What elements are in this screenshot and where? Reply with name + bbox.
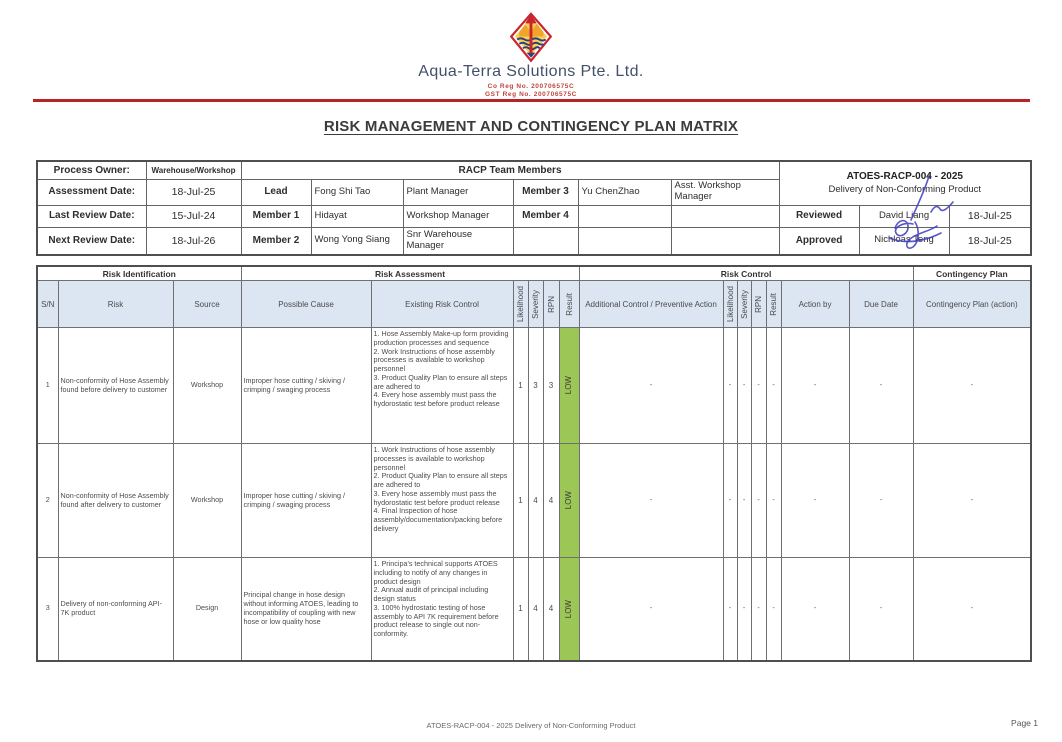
company-logo-icon bbox=[509, 12, 553, 64]
col-header-result bbox=[766, 281, 781, 328]
cell-result bbox=[559, 444, 579, 558]
racp-team-members-header: RACP Team Members bbox=[241, 161, 779, 179]
cell-action-by: - bbox=[781, 558, 849, 661]
doc-reference-cell bbox=[779, 161, 1031, 205]
cell-source: Workshop bbox=[173, 328, 241, 444]
cell-rpn2: - bbox=[751, 328, 766, 444]
cell-existing-risk-control: 1. Work Instructions of hose assembly processes is available to workshop personnel 2. Product Quality Plan to ensure all steps are adhered to 3. Every hose assembly must pass the hydorostatic test before product release 4. Final Inspection of hose assembly/documentation/packing before delivery bbox=[371, 444, 513, 558]
doc-title: Delivery of Non-Conforming Product bbox=[828, 183, 982, 195]
cell-result bbox=[559, 328, 579, 444]
col-header-likelihood bbox=[723, 281, 737, 328]
cell-risk: Non-conformity of Hose Assembly found after delivery to customer bbox=[58, 444, 173, 558]
member1-name: Hidayat bbox=[311, 205, 403, 227]
info-table bbox=[36, 160, 1032, 256]
col-header-risk: Risk bbox=[58, 281, 173, 328]
cell-contingency: - bbox=[913, 328, 1031, 444]
cell-rpn2: - bbox=[751, 558, 766, 661]
cell-risk: Delivery of non-conforming API-7K product bbox=[58, 558, 173, 661]
member1-label: Member 1 bbox=[241, 205, 311, 227]
company-name: Aqua-Terra Solutions Pte. Ltd. bbox=[418, 63, 644, 80]
footer-doc-reference: ATOES-RACP-004 - 2025 Delivery of Non-Conforming Product bbox=[426, 721, 636, 730]
member3-name: Yu ChenZhao bbox=[578, 179, 671, 205]
cell-likelihood2: - bbox=[723, 444, 737, 558]
group-header-contingency-plan: Contingency Plan bbox=[913, 266, 1031, 281]
doc-code: ATOES-RACP-004 - 2025 bbox=[846, 171, 963, 183]
approved-name: Nichloas Teng bbox=[859, 227, 949, 255]
col-header-possible-cause: Possible Cause bbox=[241, 281, 371, 328]
lead-title: Plant Manager bbox=[403, 179, 513, 205]
result-low-label: LOW bbox=[564, 376, 574, 395]
assessment-date-value: 18-Jul-25 bbox=[146, 179, 241, 205]
cell-result bbox=[559, 558, 579, 661]
cell-due-date: - bbox=[849, 328, 913, 444]
col-header-source: Source bbox=[173, 281, 241, 328]
cell-source: Workshop bbox=[173, 444, 241, 558]
process-owner-label: Process Owner: bbox=[37, 161, 146, 179]
co-reg-no: Co Reg No. 200706575C bbox=[487, 83, 575, 90]
vertical-label: Result bbox=[769, 292, 779, 316]
group-header-risk-identification: Risk Identification bbox=[37, 266, 241, 281]
vertical-label: Likelihood bbox=[725, 285, 735, 323]
cell-source: Design bbox=[173, 558, 241, 661]
col-header-rpn bbox=[543, 281, 559, 328]
result-low-label: LOW bbox=[564, 599, 574, 618]
cell-due-date: - bbox=[849, 444, 913, 558]
cell-severity: 3 bbox=[528, 328, 543, 444]
cell-possible-cause: Improper hose cutting / skiving / crimping / swaging process bbox=[241, 328, 371, 444]
vertical-label: RPN bbox=[754, 295, 764, 313]
company-registration bbox=[0, 83, 1062, 99]
member4-title bbox=[671, 205, 779, 227]
gst-reg-no: GST Reg No. 200706575C bbox=[485, 91, 577, 98]
col-header-contingency-plan-action-: Contingency Plan (action) bbox=[913, 281, 1031, 328]
member2-name: Wong Yong Siang bbox=[311, 227, 403, 255]
cell-possible-cause: Principal change in hose design without informing ATOES, leading to incompatibility of coupling with new hose or low quality hose bbox=[241, 558, 371, 661]
col-header-s-n: S/N bbox=[37, 281, 58, 328]
cell-action-by: - bbox=[781, 328, 849, 444]
cell-likelihood2: - bbox=[723, 558, 737, 661]
cell-likelihood: 1 bbox=[513, 328, 528, 444]
cell-severity: 4 bbox=[528, 558, 543, 661]
process-owner-value: Warehouse/Workshop bbox=[146, 161, 241, 179]
red-divider-line bbox=[33, 99, 1030, 102]
col-header-existing-risk-control: Existing Risk Control bbox=[371, 281, 513, 328]
reviewed-date: 18-Jul-25 bbox=[949, 205, 1031, 227]
result-low-label: LOW bbox=[564, 491, 574, 510]
cell-result2: - bbox=[766, 558, 781, 661]
risk-row-3 bbox=[37, 558, 1031, 661]
col-header-additional-control-preventive-action: Additional Control / Preventive Action bbox=[579, 281, 723, 328]
lead-name: Fong Shi Tao bbox=[311, 179, 403, 205]
cell-additional-control: - bbox=[579, 444, 723, 558]
cell-rpn2: - bbox=[751, 444, 766, 558]
col-header-action-by: Action by bbox=[781, 281, 849, 328]
col-header-result bbox=[559, 281, 579, 328]
cell-rpn: 3 bbox=[543, 328, 559, 444]
member4-name bbox=[578, 205, 671, 227]
cell-severity2: - bbox=[737, 328, 751, 444]
member3-label: Member 3 bbox=[513, 179, 578, 205]
cell-likelihood: 1 bbox=[513, 444, 528, 558]
col-header-due-date: Due Date bbox=[849, 281, 913, 328]
cell-existing-risk-control: 1. Principa's technical supports ATOES including to notify of any changes in product design 2. Annual audit of principal including design status 3. 100% hydrostatic testing of hose assembly to API 7K requirement before product release to single out non-conformity. bbox=[371, 558, 513, 661]
empty-cell bbox=[513, 227, 578, 255]
vertical-label: Severity bbox=[739, 289, 749, 319]
cell-action-by: - bbox=[781, 444, 849, 558]
empty-cell bbox=[671, 227, 779, 255]
cell-possible-cause: Improper hose cutting / skiving / crimping / swaging process bbox=[241, 444, 371, 558]
cell-contingency: - bbox=[913, 444, 1031, 558]
vertical-label: RPN bbox=[546, 295, 556, 313]
cell-result2: - bbox=[766, 328, 781, 444]
vertical-label: Likelihood bbox=[516, 285, 526, 323]
col-header-rpn bbox=[751, 281, 766, 328]
vertical-label: Severity bbox=[531, 289, 541, 319]
last-review-date-label: Last Review Date: bbox=[37, 205, 146, 227]
cell-likelihood2: - bbox=[723, 328, 737, 444]
vertical-label: Result bbox=[564, 292, 574, 316]
page-title: RISK MANAGEMENT AND CONTINGENCY PLAN MATRIX bbox=[323, 118, 739, 135]
cell-severity: 4 bbox=[528, 444, 543, 558]
risk-row-1 bbox=[37, 328, 1031, 444]
cell-rpn: 4 bbox=[543, 558, 559, 661]
approved-date: 18-Jul-25 bbox=[949, 227, 1031, 255]
cell-severity2: - bbox=[737, 558, 751, 661]
cell-result2: - bbox=[766, 444, 781, 558]
col-header-severity bbox=[737, 281, 751, 328]
cell-contingency: - bbox=[913, 558, 1031, 661]
approved-label: Approved bbox=[779, 227, 859, 255]
assessment-date-label: Assessment Date: bbox=[37, 179, 146, 205]
member4-label: Member 4 bbox=[513, 205, 578, 227]
cell-rpn: 4 bbox=[543, 444, 559, 558]
reviewed-label: Reviewed bbox=[779, 205, 859, 227]
lead-label: Lead bbox=[241, 179, 311, 205]
cell-sn: 3 bbox=[37, 558, 58, 661]
col-header-likelihood bbox=[513, 281, 528, 328]
member1-title: Workshop Manager bbox=[403, 205, 513, 227]
reviewed-name: David Liang bbox=[859, 205, 949, 227]
risk-matrix-table bbox=[36, 265, 1032, 662]
cell-due-date: - bbox=[849, 558, 913, 661]
risk-row-2 bbox=[37, 444, 1031, 558]
cell-additional-control: - bbox=[579, 558, 723, 661]
page-number: Page 1 bbox=[1011, 718, 1038, 728]
cell-additional-control: - bbox=[579, 328, 723, 444]
member2-title: Snr Warehouse Manager bbox=[403, 227, 513, 255]
next-review-date-label: Next Review Date: bbox=[37, 227, 146, 255]
member3-title: Asst. Workshop Manager bbox=[671, 179, 779, 205]
last-review-date-value: 15-Jul-24 bbox=[146, 205, 241, 227]
group-header-risk-assessment: Risk Assessment bbox=[241, 266, 579, 281]
cell-risk: Non-conformity of Hose Assembly found before delivery to customer bbox=[58, 328, 173, 444]
group-header-risk-control: Risk Control bbox=[579, 266, 913, 281]
cell-existing-risk-control: 1. Hose Assembly Make-up form providing production processes and sequence 2. Work Instructions of hose assembly processes is available to workshop personnel 3. Product Quality Plan to ensure all steps are adhered to 4. Every hose assembly must pass the hydorostatic test before product release bbox=[371, 328, 513, 444]
cell-likelihood: 1 bbox=[513, 558, 528, 661]
cell-sn: 2 bbox=[37, 444, 58, 558]
cell-sn: 1 bbox=[37, 328, 58, 444]
empty-cell bbox=[578, 227, 671, 255]
next-review-date-value: 18-Jul-26 bbox=[146, 227, 241, 255]
col-header-severity bbox=[528, 281, 543, 328]
member2-label: Member 2 bbox=[241, 227, 311, 255]
cell-severity2: - bbox=[737, 444, 751, 558]
